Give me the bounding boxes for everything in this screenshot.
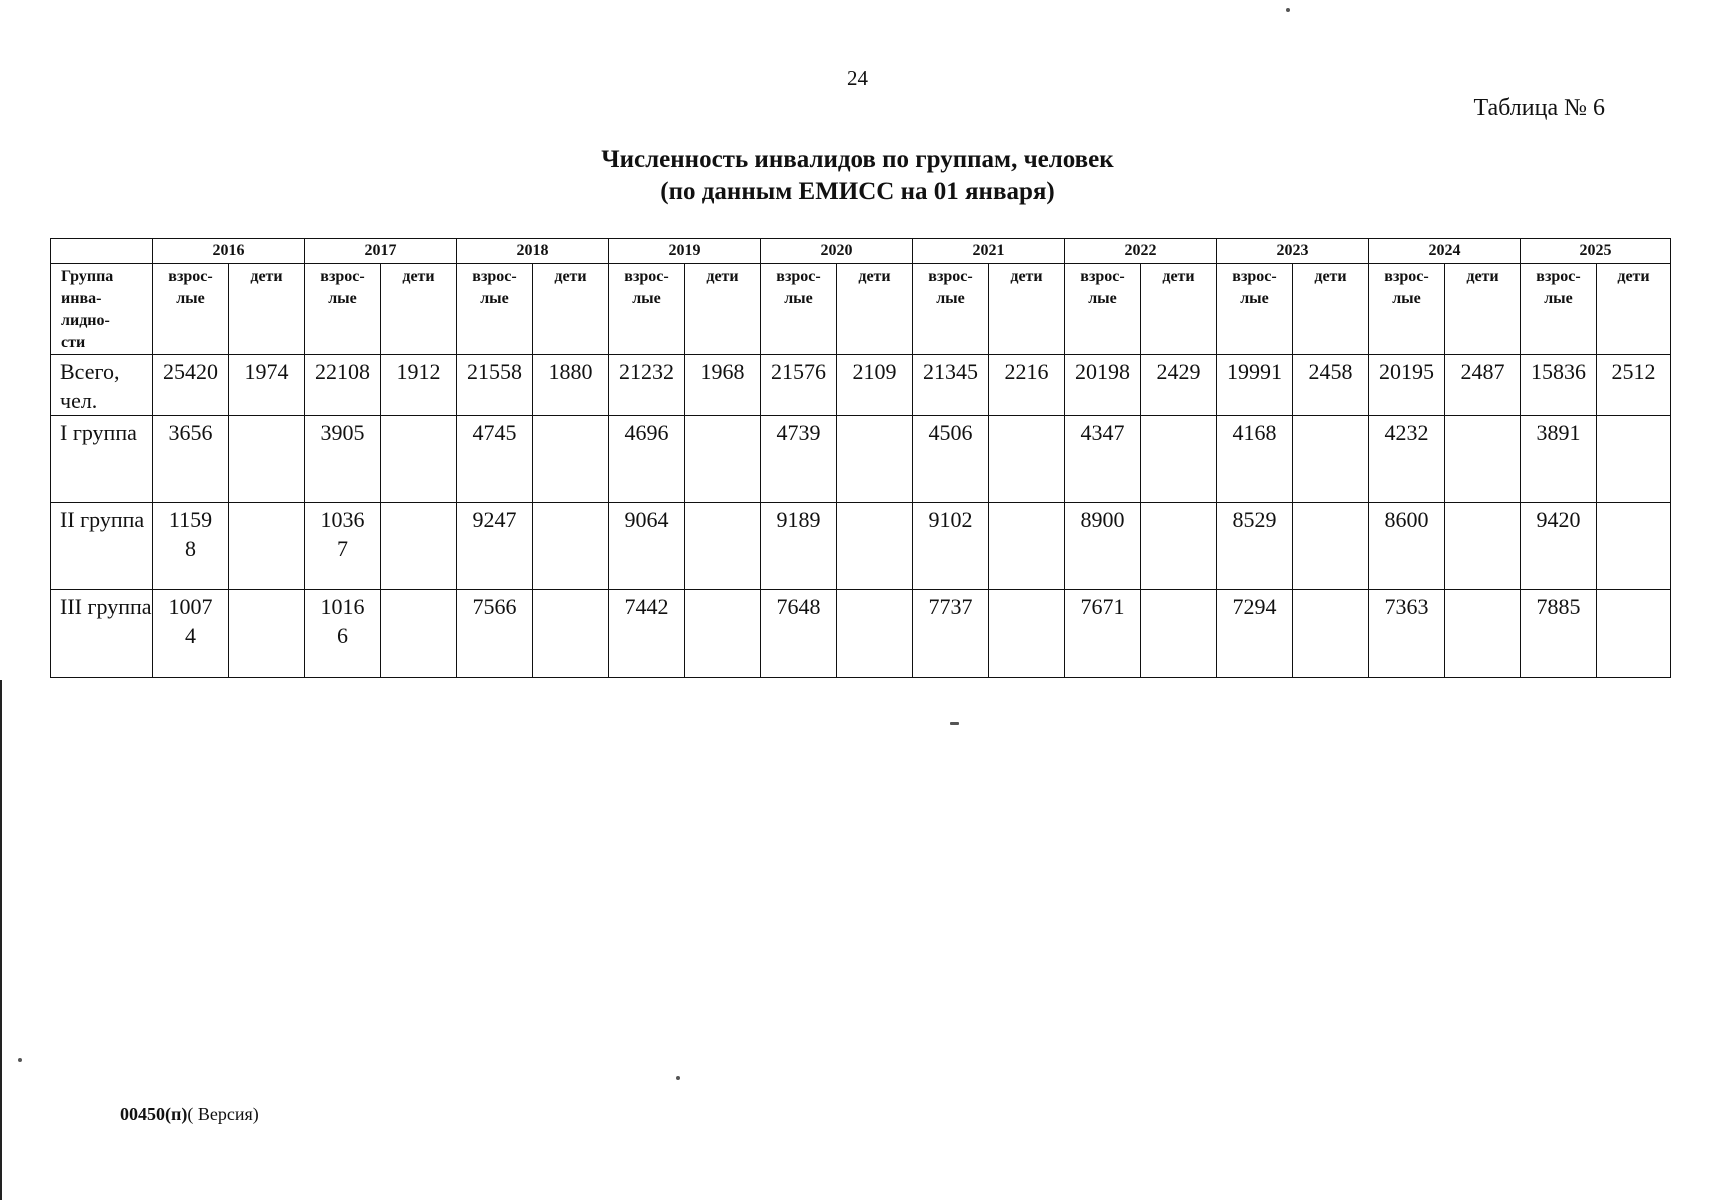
children-header: дети [837, 264, 913, 355]
cell-value: 7885 [1536, 594, 1581, 619]
cell-value: 3905 [320, 420, 365, 445]
adults-value-cell [1217, 416, 1293, 503]
cell-value: 20195 [1379, 359, 1434, 384]
disability-groups-table [50, 238, 1671, 678]
year-header-row [51, 239, 1671, 264]
year-header: 2016 [153, 239, 305, 264]
adults-header: взрос- лые [1217, 264, 1293, 355]
adults-value-cell [1217, 503, 1293, 590]
children-value-cell [381, 503, 457, 590]
adults-value-cell [1065, 416, 1141, 503]
cell-value: 21558 [467, 359, 522, 384]
row-group-iii [51, 590, 1671, 678]
row-group-ii [51, 503, 1671, 590]
corner-empty-cell [51, 239, 153, 264]
page-number: 24 [847, 66, 868, 90]
children-value-cell [685, 355, 761, 416]
children-value-cell [837, 503, 913, 590]
cell-value: 20198 [1075, 359, 1130, 384]
scan-speck [18, 1058, 22, 1062]
adults-value-cell [1217, 355, 1293, 416]
year-header: 2023 [1217, 239, 1369, 264]
adults-value-cell [153, 590, 229, 678]
cell-value: 4168 [1232, 420, 1277, 445]
title-line-1: Численность инвалидов по группам, человек [601, 146, 1114, 173]
children-value-cell [1141, 355, 1217, 416]
children-header: дети [1293, 264, 1369, 355]
children-value-cell [989, 416, 1065, 503]
cell-value: 9064 [624, 507, 669, 532]
adults-value-cell [1065, 503, 1141, 590]
children-value-cell [1141, 590, 1217, 678]
adults-header: взрос- лые [913, 264, 989, 355]
year-header: 2025 [1521, 239, 1671, 264]
adults-value-cell [761, 503, 837, 590]
cell-value: 7363 [1384, 594, 1429, 619]
cell-value: 9102 [928, 507, 973, 532]
cell-value: 21576 [771, 359, 826, 384]
adults-value-cell [761, 355, 837, 416]
children-value-cell [229, 355, 305, 416]
children-value-cell [533, 416, 609, 503]
children-header: дети [685, 264, 761, 355]
children-header: дети [533, 264, 609, 355]
adults-value-cell [1521, 503, 1597, 590]
adults-value-cell [305, 503, 381, 590]
children-value-cell [685, 503, 761, 590]
adults-value-cell [1369, 503, 1445, 590]
adults-value-cell [153, 355, 229, 416]
children-value-cell [533, 355, 609, 416]
row-label: I группа [51, 416, 153, 503]
cell-value: 1880 [548, 359, 593, 384]
cell-value: 8600 [1384, 507, 1429, 532]
adults-value-cell [609, 503, 685, 590]
cell-value: 7294 [1232, 594, 1277, 619]
group-column-header: Группа инва- лидно- сти [51, 264, 153, 355]
row-label: Всего, чел. [51, 355, 153, 416]
children-value-cell [1293, 590, 1369, 678]
adults-value-cell [1065, 590, 1141, 678]
children-value-cell [1597, 503, 1671, 590]
cell-value: 3891 [1536, 420, 1581, 445]
adults-value-cell [1369, 590, 1445, 678]
scan-speck [950, 722, 959, 725]
cell-value: 2512 [1611, 359, 1656, 384]
children-value-cell [1293, 355, 1369, 416]
adults-value-cell [457, 503, 533, 590]
cell-value: 25420 [163, 359, 218, 384]
children-value-cell [381, 590, 457, 678]
children-value-cell [533, 503, 609, 590]
adults-value-cell [1521, 355, 1597, 416]
year-header: 2018 [457, 239, 609, 264]
cell-value: 21232 [619, 359, 674, 384]
cell-value: 19991 [1227, 359, 1282, 384]
cell-value: 1007 4 [168, 594, 213, 648]
year-header: 2020 [761, 239, 913, 264]
adults-value-cell [761, 416, 837, 503]
footer-code-version: ( Версия) [187, 1104, 259, 1124]
row-total [51, 355, 1671, 416]
adults-value-cell [153, 416, 229, 503]
table-number: Таблица № 6 [1473, 95, 1605, 121]
children-value-cell [1141, 416, 1217, 503]
adults-value-cell [913, 355, 989, 416]
children-value-cell [1597, 355, 1671, 416]
year-header: 2021 [913, 239, 1065, 264]
cell-value: 2458 [1308, 359, 1353, 384]
adults-value-cell [609, 590, 685, 678]
cell-value: 4232 [1384, 420, 1429, 445]
children-value-cell [1293, 416, 1369, 503]
cell-value: 7671 [1080, 594, 1125, 619]
adults-value-cell [457, 416, 533, 503]
adults-header: взрос- лые [1369, 264, 1445, 355]
adults-value-cell [457, 355, 533, 416]
cell-value: 15836 [1531, 359, 1586, 384]
adults-value-cell [1065, 355, 1141, 416]
cell-value: 2429 [1156, 359, 1201, 384]
cell-value: 1974 [244, 359, 289, 384]
cell-value: 9189 [776, 507, 821, 532]
scan-speck [676, 1076, 680, 1080]
children-value-cell [533, 590, 609, 678]
children-value-cell [229, 590, 305, 678]
children-value-cell [1597, 416, 1671, 503]
adults-value-cell [305, 416, 381, 503]
cell-value: 7566 [472, 594, 517, 619]
cell-value: 9247 [472, 507, 517, 532]
adults-header: взрос- лые [305, 264, 381, 355]
cell-value: 7648 [776, 594, 821, 619]
cell-value: 2109 [852, 359, 897, 384]
children-value-cell [1445, 503, 1521, 590]
cell-value: 7442 [624, 594, 669, 619]
table-title [0, 144, 1715, 208]
cell-value: 4739 [776, 420, 821, 445]
row-label: III группа [51, 590, 153, 678]
adults-value-cell [1217, 590, 1293, 678]
cell-value: 3656 [168, 420, 213, 445]
cell-value: 1159 8 [168, 507, 213, 561]
children-value-cell [229, 416, 305, 503]
cell-value: 1912 [396, 359, 441, 384]
children-value-cell [685, 590, 761, 678]
children-value-cell [989, 503, 1065, 590]
cell-value: 4696 [624, 420, 669, 445]
adults-value-cell [913, 590, 989, 678]
year-header: 2019 [609, 239, 761, 264]
adults-value-cell [1521, 416, 1597, 503]
footer-code-number: 00450(п) [120, 1104, 188, 1124]
children-header: дети [381, 264, 457, 355]
children-value-cell [229, 503, 305, 590]
adults-value-cell [153, 503, 229, 590]
adults-value-cell [305, 355, 381, 416]
adults-header: взрос- лые [1065, 264, 1141, 355]
cell-value: 8529 [1232, 507, 1277, 532]
adults-value-cell [457, 590, 533, 678]
year-header: 2017 [305, 239, 457, 264]
cell-value: 1036 7 [320, 507, 365, 561]
cell-value: 4347 [1080, 420, 1125, 445]
cell-value: 1968 [700, 359, 745, 384]
children-value-cell [989, 355, 1065, 416]
year-header: 2024 [1369, 239, 1521, 264]
cell-value: 7737 [928, 594, 973, 619]
scan-speck [1286, 8, 1290, 12]
cell-value: 2216 [1004, 359, 1049, 384]
cell-value: 4506 [928, 420, 973, 445]
children-value-cell [989, 590, 1065, 678]
children-header: дети [1141, 264, 1217, 355]
adults-value-cell [913, 503, 989, 590]
cell-value: 1016 6 [320, 594, 365, 648]
subheader-row [51, 264, 1671, 355]
children-value-cell [837, 355, 913, 416]
cell-value: 21345 [923, 359, 978, 384]
adults-header: взрос- лые [457, 264, 533, 355]
cell-value: 22108 [315, 359, 370, 384]
children-header: дети [229, 264, 305, 355]
footer-code [120, 1104, 259, 1125]
row-label: II группа [51, 503, 153, 590]
adults-value-cell [305, 590, 381, 678]
adults-header: взрос- лые [1521, 264, 1597, 355]
year-header: 2022 [1065, 239, 1217, 264]
cell-value: 2487 [1460, 359, 1505, 384]
children-value-cell [1445, 590, 1521, 678]
children-value-cell [685, 416, 761, 503]
children-value-cell [1141, 503, 1217, 590]
children-value-cell [381, 355, 457, 416]
adults-value-cell [1369, 355, 1445, 416]
children-header: дети [989, 264, 1065, 355]
adults-value-cell [1369, 416, 1445, 503]
children-value-cell [381, 416, 457, 503]
children-value-cell [1445, 355, 1521, 416]
row-group-i [51, 416, 1671, 503]
cell-value: 9420 [1536, 507, 1581, 532]
scan-edge-line [0, 680, 2, 1200]
children-value-cell [1293, 503, 1369, 590]
title-line-2: (по данным ЕМИСС на 01 января) [660, 178, 1055, 205]
adults-value-cell [609, 355, 685, 416]
children-header: дети [1597, 264, 1671, 355]
children-value-cell [1445, 416, 1521, 503]
adults-value-cell [913, 416, 989, 503]
adults-header: взрос- лые [761, 264, 837, 355]
adults-header: взрос- лые [153, 264, 229, 355]
children-value-cell [1597, 590, 1671, 678]
adults-value-cell [1521, 590, 1597, 678]
cell-value: 8900 [1080, 507, 1125, 532]
children-value-cell [837, 416, 913, 503]
adults-value-cell [761, 590, 837, 678]
adults-value-cell [609, 416, 685, 503]
children-value-cell [837, 590, 913, 678]
cell-value: 4745 [472, 420, 517, 445]
adults-header: взрос- лые [609, 264, 685, 355]
children-header: дети [1445, 264, 1521, 355]
